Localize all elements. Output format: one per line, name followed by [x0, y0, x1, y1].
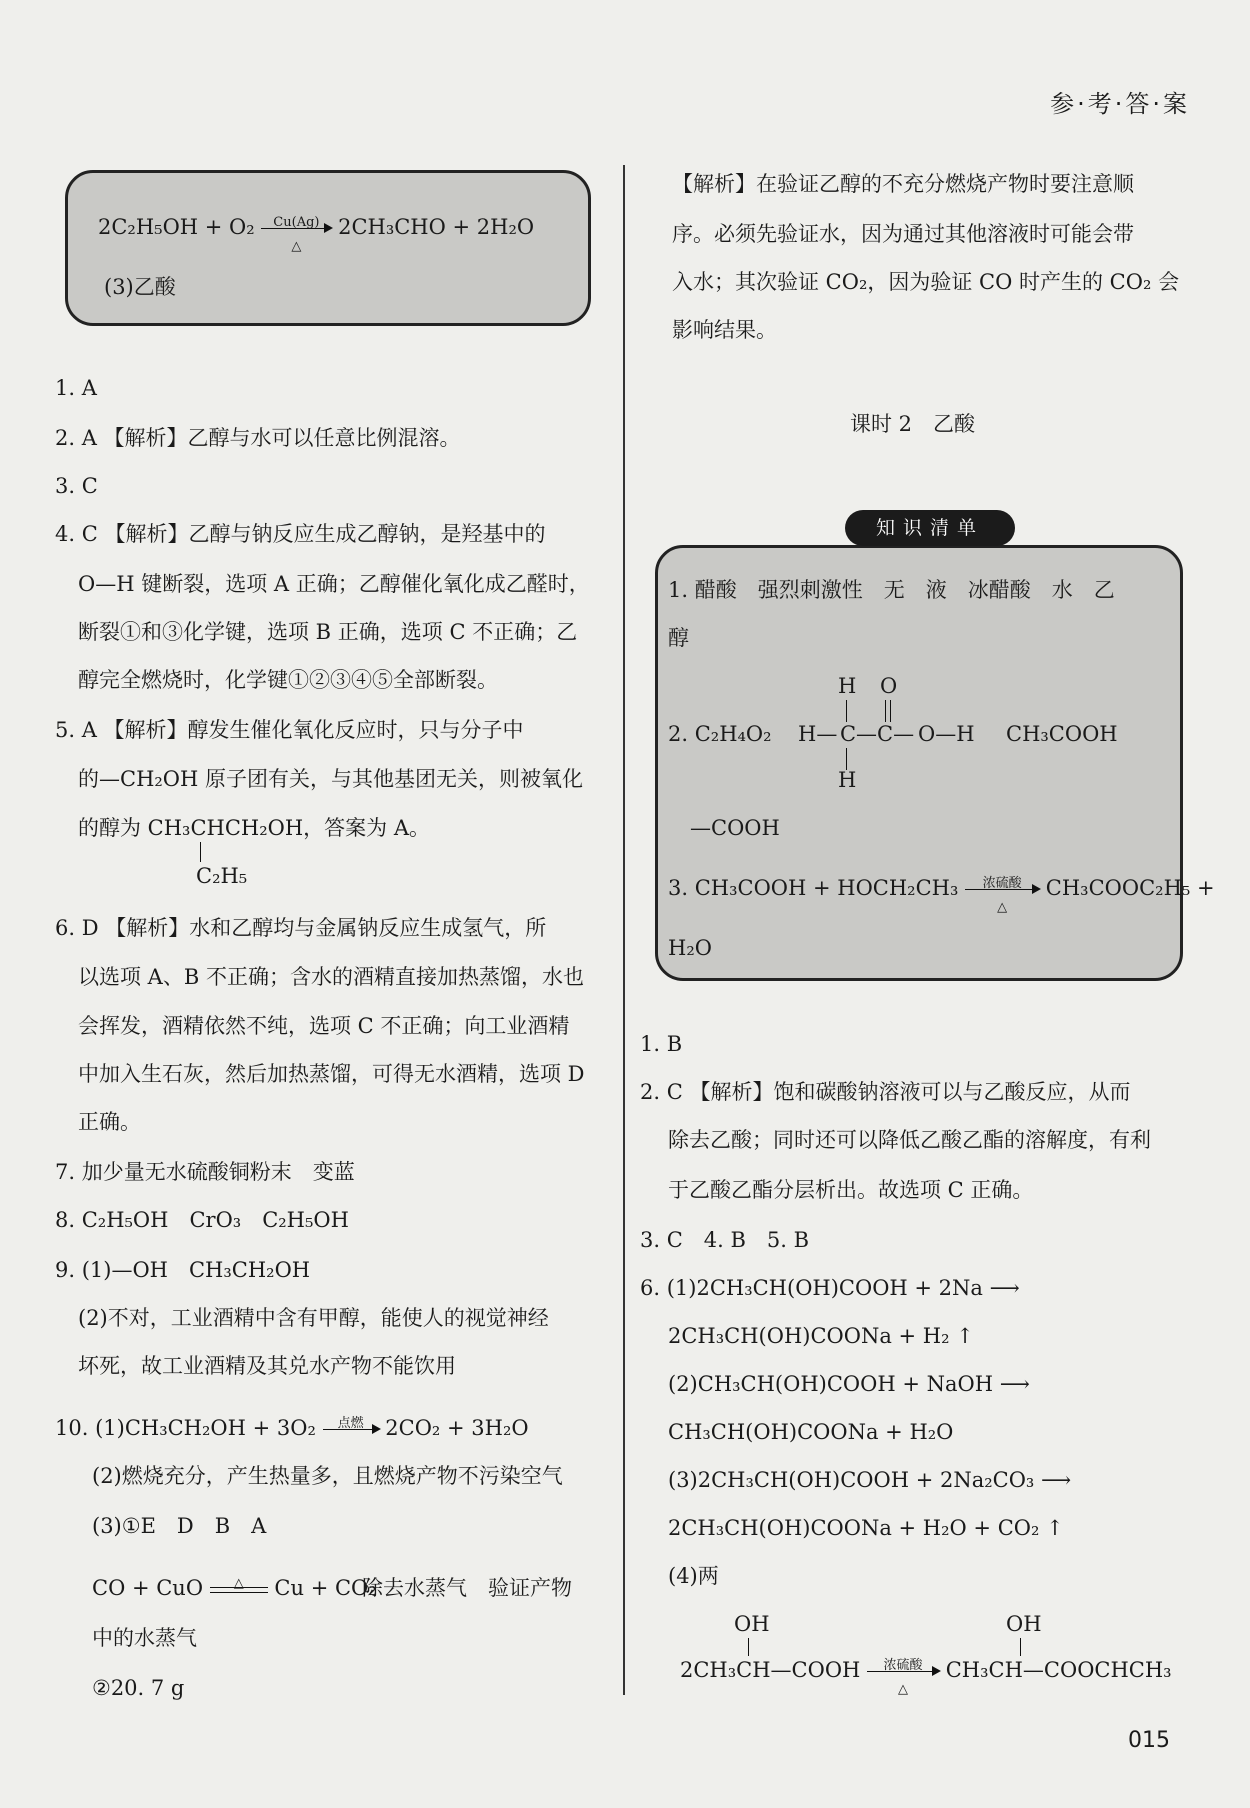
analysis-line: 入水；其次验证 CO₂，因为验证 CO 时产生的 CO₂ 会 [672, 270, 1180, 294]
page-number: 015 [1128, 1728, 1170, 1753]
answer-line: (3)2CH₃CH(OH)COOH + 2Na₂CO₃ ⟶ [668, 1468, 1072, 1492]
struct-bond [1020, 1638, 1021, 1656]
answer-line: 中的水蒸气 [92, 1626, 197, 1650]
answer-line: 坏死，故工业酒精及其兑水产物不能饮用 [78, 1354, 456, 1378]
struct-bond [748, 1638, 749, 1656]
knowledge-box [655, 545, 1183, 981]
reaction-arrow: Cu(Ag) △ [261, 215, 331, 243]
knowledge-list-pill: 知识清单 [845, 510, 1015, 546]
box-line-structural: CH₃COOH [1006, 722, 1118, 746]
answer-line: 5. A 【解析】醇发生催化氧化反应时，只与分子中 [55, 718, 524, 742]
answer-line: 以选项 A、B 不正确；含水的酒精直接加热蒸馏，水也 [78, 965, 584, 989]
struct-bond [846, 700, 847, 722]
answer-line: 8. C₂H₅OH CrO₃ C₂H₅OH [55, 1208, 349, 1232]
answer-line: 6. (1)2CH₃CH(OH)COOH + 2Na ⟶ [640, 1276, 1020, 1300]
answer-line: 的醇为 CH₃CHCH₂OH，答案为 A。 [78, 816, 431, 840]
struct-H-top: H [838, 674, 857, 698]
struct-double-bond [890, 700, 891, 722]
section-title: 课时 2 乙酸 [850, 412, 976, 436]
answer-line: 于乙酸乙酯分层析出。故选项 C 正确。 [668, 1178, 1034, 1202]
box-line-carboxyl: —COOH [690, 816, 780, 840]
answer-line: ②20. 7 g [92, 1676, 185, 1700]
reaction-equilibrium-arrow: 浓硫酸 △ [867, 1658, 939, 1686]
analysis-line: 影响结果。 [672, 318, 777, 342]
equation-esterification: 3. CH₃COOH + HOCH₂CH₃ 浓硫酸 △ CH₃COOC₂H₅ + [668, 875, 1215, 915]
analysis-line: 序。必须先验证水，因为通过其他溶液时可能会带 [672, 222, 1134, 246]
equation-ethanol-combustion: 10. (1)CH₃CH₂OH + 3O₂ 点燃 2CO₂ + 3H₂O [55, 1414, 529, 1444]
answer-line: 会挥发，酒精依然不纯，选项 C 不正确；向工业酒精 [78, 1014, 570, 1038]
answer-box-top [65, 170, 591, 326]
struct-H-left: H— [798, 722, 838, 746]
answer-line: (3)①E D B A [92, 1514, 267, 1538]
answer-line: (2)CH₃CH(OH)COOH + NaOH ⟶ [668, 1372, 1030, 1396]
column-divider [623, 165, 625, 1695]
struct-OH-1: OH [734, 1612, 770, 1636]
equation-lactic-esterification: 2CH₃CH—COOH 浓硫酸 △ CH₃CH—COOCHCH₃ [680, 1657, 1172, 1697]
box-line: 醇 [668, 626, 689, 650]
box-line: H₂O [668, 936, 712, 960]
struct-H-bot: H [838, 768, 857, 792]
answer-line: 除去水蒸气 验证产物 [362, 1576, 572, 1600]
analysis-line: 【解析】在验证乙醇的不充分燃烧产物时要注意顺 [672, 172, 1134, 196]
answer-line: 3. C 4. B 5. B [640, 1228, 810, 1252]
answer-line: 2CH₃CH(OH)COONa + H₂O + CO₂ ↑ [668, 1516, 1064, 1540]
answer-line: 3. C [55, 474, 98, 498]
answer-line: 断裂①和③化学键，选项 B 正确，选项 C 不正确；乙 [78, 620, 578, 644]
answer-line: (2)不对，工业酒精中含有甲醇，能使人的视觉神经 [78, 1306, 549, 1330]
struct-C2: —C— [856, 722, 915, 746]
answer-line: 除去乙酸；同时还可以降低乙酸乙酯的溶解度，有利 [668, 1128, 1151, 1152]
answer-line: 1. B [640, 1032, 683, 1056]
answer-line: 2. C 【解析】饱和碳酸钠溶液可以与乙酸反应，从而 [640, 1080, 1131, 1104]
answer-line: 的—CH₂OH 原子团有关，与其他基团无关，则被氧化 [78, 767, 584, 791]
answer-line: CH₃CH(OH)COONa + H₂O [668, 1420, 954, 1444]
substituent-label: C₂H₅ [196, 864, 248, 888]
equation-co-cuo: CO + CuO △ Cu + CO₂ [92, 1574, 377, 1604]
struct-O-top: O [880, 674, 898, 698]
struct-OH: O—H [918, 722, 975, 746]
reaction-arrow: 点燃 [323, 1416, 379, 1444]
answer-line: 9. (1)—OH CH₃CH₂OH [55, 1258, 311, 1282]
box-line-formula: 2. C₂H₄O₂ [668, 722, 772, 746]
reaction-equals: △ [210, 1576, 268, 1604]
answer-line: 7. 加少量无水硫酸铜粉末 变蓝 [55, 1160, 355, 1184]
struct-C1: C [840, 722, 857, 746]
answer-line: 中加入生石灰，然后加热蒸馏，可得无水酒精，选项 D [78, 1062, 585, 1086]
answer-line: 6. D 【解析】水和乙醇均与金属钠反应生成氢气，所 [55, 916, 547, 940]
box-line: 1. 醋酸 强烈刺激性 无 液 冰醋酸 水 乙 [668, 578, 1115, 602]
page-header: 参·考·答·案 [1050, 90, 1190, 118]
answer-line: (4)两 [668, 1564, 719, 1588]
answer-line: 4. C 【解析】乙醇与钠反应生成乙醇钠，是羟基中的 [55, 522, 546, 546]
answer-line: 醇完全燃烧时，化学键①②③④⑤全部断裂。 [78, 668, 498, 692]
equation-ethanol-oxidation: 2C₂H₅OH + O₂ Cu(Ag) △ 2CH₃CHO + 2H₂O [98, 214, 535, 254]
answer-line: O—H 键断裂，选项 A 正确；乙醇催化氧化成乙醛时， [78, 572, 590, 596]
answer-line: 2. A 【解析】乙醇与水可以任意比例混溶。 [55, 426, 461, 450]
answer-line: 正确。 [78, 1110, 141, 1134]
structure-bond [200, 842, 201, 862]
struct-OH-2: OH [1006, 1612, 1042, 1636]
answer-line: (2)燃烧充分，产生热量多，且燃烧产物不污染空气 [92, 1464, 563, 1488]
reaction-equilibrium-arrow: 浓硫酸 △ [965, 876, 1039, 904]
answer-line: 1. A [55, 376, 97, 400]
struct-double-bond [885, 700, 886, 722]
box-line-acetic-acid: (3)乙酸 [104, 275, 176, 299]
answer-line: 2CH₃CH(OH)COONa + H₂ ↑ [668, 1324, 974, 1348]
